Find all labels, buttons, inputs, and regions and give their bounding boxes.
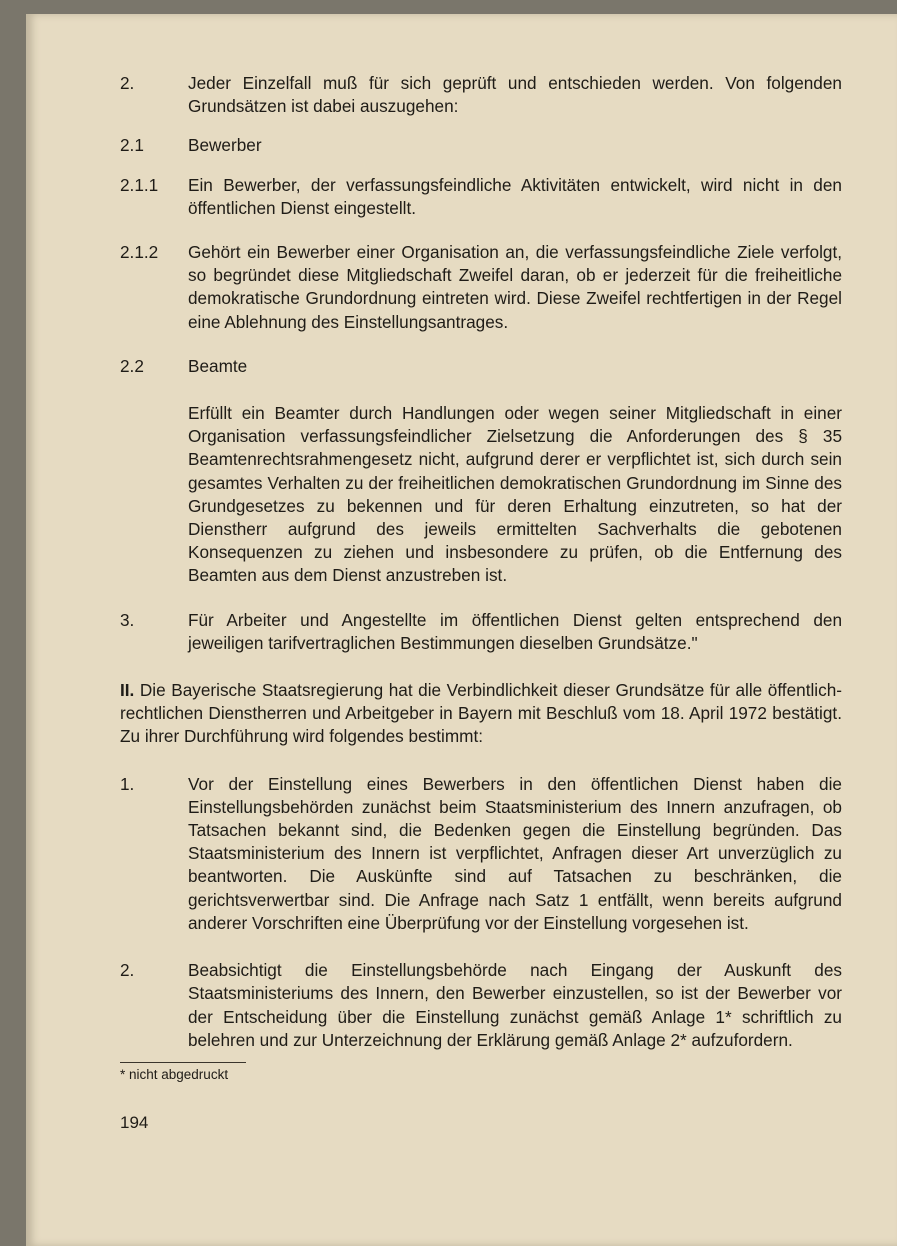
footnote-divider xyxy=(120,1062,246,1063)
footnote: * nicht abgedruckt xyxy=(120,1066,229,1082)
paragraph-2-1-2 xyxy=(120,241,842,334)
section-ii-item-1 xyxy=(120,773,842,935)
paragraph-2-1-1 xyxy=(120,174,842,220)
paragraph-number: 2. xyxy=(120,960,135,981)
paragraph-3 xyxy=(120,609,842,655)
paragraph-2-1 xyxy=(120,134,842,157)
paragraph-number: 2.1 xyxy=(120,135,144,156)
paragraph-2-2-body xyxy=(120,402,842,588)
paragraph-number: 2.1.2 xyxy=(120,242,159,263)
paragraph-heading: Beamte xyxy=(188,355,248,376)
paragraph-number: 3. xyxy=(120,609,135,630)
paragraph-text: Für Arbeiter und Angestellte im öffentlichen Dienst gelten entsprechend den jeweiligen tarifvertraglichen Bestimmungen dieselben Grundsätze." xyxy=(188,609,842,653)
paragraph-number: 1. xyxy=(120,773,135,794)
paragraph-number: 2.1.1 xyxy=(120,174,159,195)
section-ii xyxy=(120,679,842,749)
document-page xyxy=(26,14,897,1246)
paragraph-text: Gehört ein Bewerber einer Organisation an, die verfassungsfeindliche Ziele verfolgt, so begründet diese Mitgliedschaft Zweifel daran, ob er jederzeit für die freiheitliche demokratische Grundordnung eintreten wird. Diese Zweifel rechtfertigen in der Regel eine Ablehnung des Einstellungsantrages. xyxy=(188,242,842,332)
paragraph-text: Vor der Einstellung eines Bewerbers in den öffentlichen Dienst haben die Einstellungsbehörden zunächst beim Staatsministerium des Innern anzufragen, ob Tatsachen bekannt sind, die Bedenken gegen die Einstellung begründen. Das Staatsministerium des Innern ist verpflichtet, Anfragen dieser Art unverzüglich zu beantworten. Die Auskünfte sind auf Tatsachen zu beschränken, die gerichtsverwertbar sind. Die Anfrage nach Satz 1 entfällt, wenn bereits aufgrund anderer Vorschriften eine Überprüfung vor der Einstellung vorgesehen ist. xyxy=(188,773,842,933)
paragraph-number: 2.2 xyxy=(120,355,144,376)
section-marker: II. xyxy=(120,680,135,701)
paragraph-text: Jeder Einzelfall muß für sich geprüft und entschieden werden. Von folgenden Grundsätzen ist dabei auszugehen: xyxy=(188,73,842,117)
page-number: 194 xyxy=(120,1112,149,1132)
page-content xyxy=(120,72,842,1134)
paragraph-2-2 xyxy=(120,355,842,378)
paragraph-2 xyxy=(120,72,842,118)
paragraph-heading: Bewerber xyxy=(188,135,262,156)
paragraph-text: Ein Bewerber, der verfassungsfeindliche Aktivitäten entwickelt, wird nicht in den öffentlichen Dienst eingestellt. xyxy=(188,174,842,218)
section-ii-item-2 xyxy=(120,959,842,1052)
paragraph-text: Erfüllt ein Beamter durch Handlungen oder wegen seiner Mitgliedschaft in einer Organisation verfassungsfeindlicher Zielsetzung die Anforderungen des § 35 Beamtenrechtsrahmengesetz nicht, aufgrund derer er verpflichtet ist, sich durch sein gesamtes Verhalten zu der freiheitlichen demokratischen Grundordnung im Sinne des Grundgesetzes zu bekennen und für deren Erhaltung einzutreten, so hat der Dienstherr aufgrund des jeweils ermittelten Sachverhalts die gebotenen Konsequenzen zu ziehen und insbesondere zu prüfen, ob die Entfernung des Beamten aus dem Dienst anzustreben ist. xyxy=(188,403,842,586)
section-text: Die Bayerische Staatsregierung hat die Verbindlichkeit dieser Grundsätze für alle öffentlich-rechtlichen Dienstherren und Arbeitgeber in Bayern mit Beschluß vom 18. April 1972 bestätigt. Zu ihrer Durchführung wird folgendes bestimmt: xyxy=(120,680,842,747)
paragraph-number: 2. xyxy=(120,73,135,93)
paragraph-text: Beabsichtigt die Einstellungsbehörde nach Eingang der Auskunft des Staatsministeriums des Innern, den Bewerber einzustellen, so ist der Bewerber vor der Entscheidung über die Einstellung zunächst gemäß Anlage 1* schriftlich zu belehren und zur Unterzeichnung der Erklärung gemäß Anlage 2* aufzufordern. xyxy=(188,960,842,1050)
